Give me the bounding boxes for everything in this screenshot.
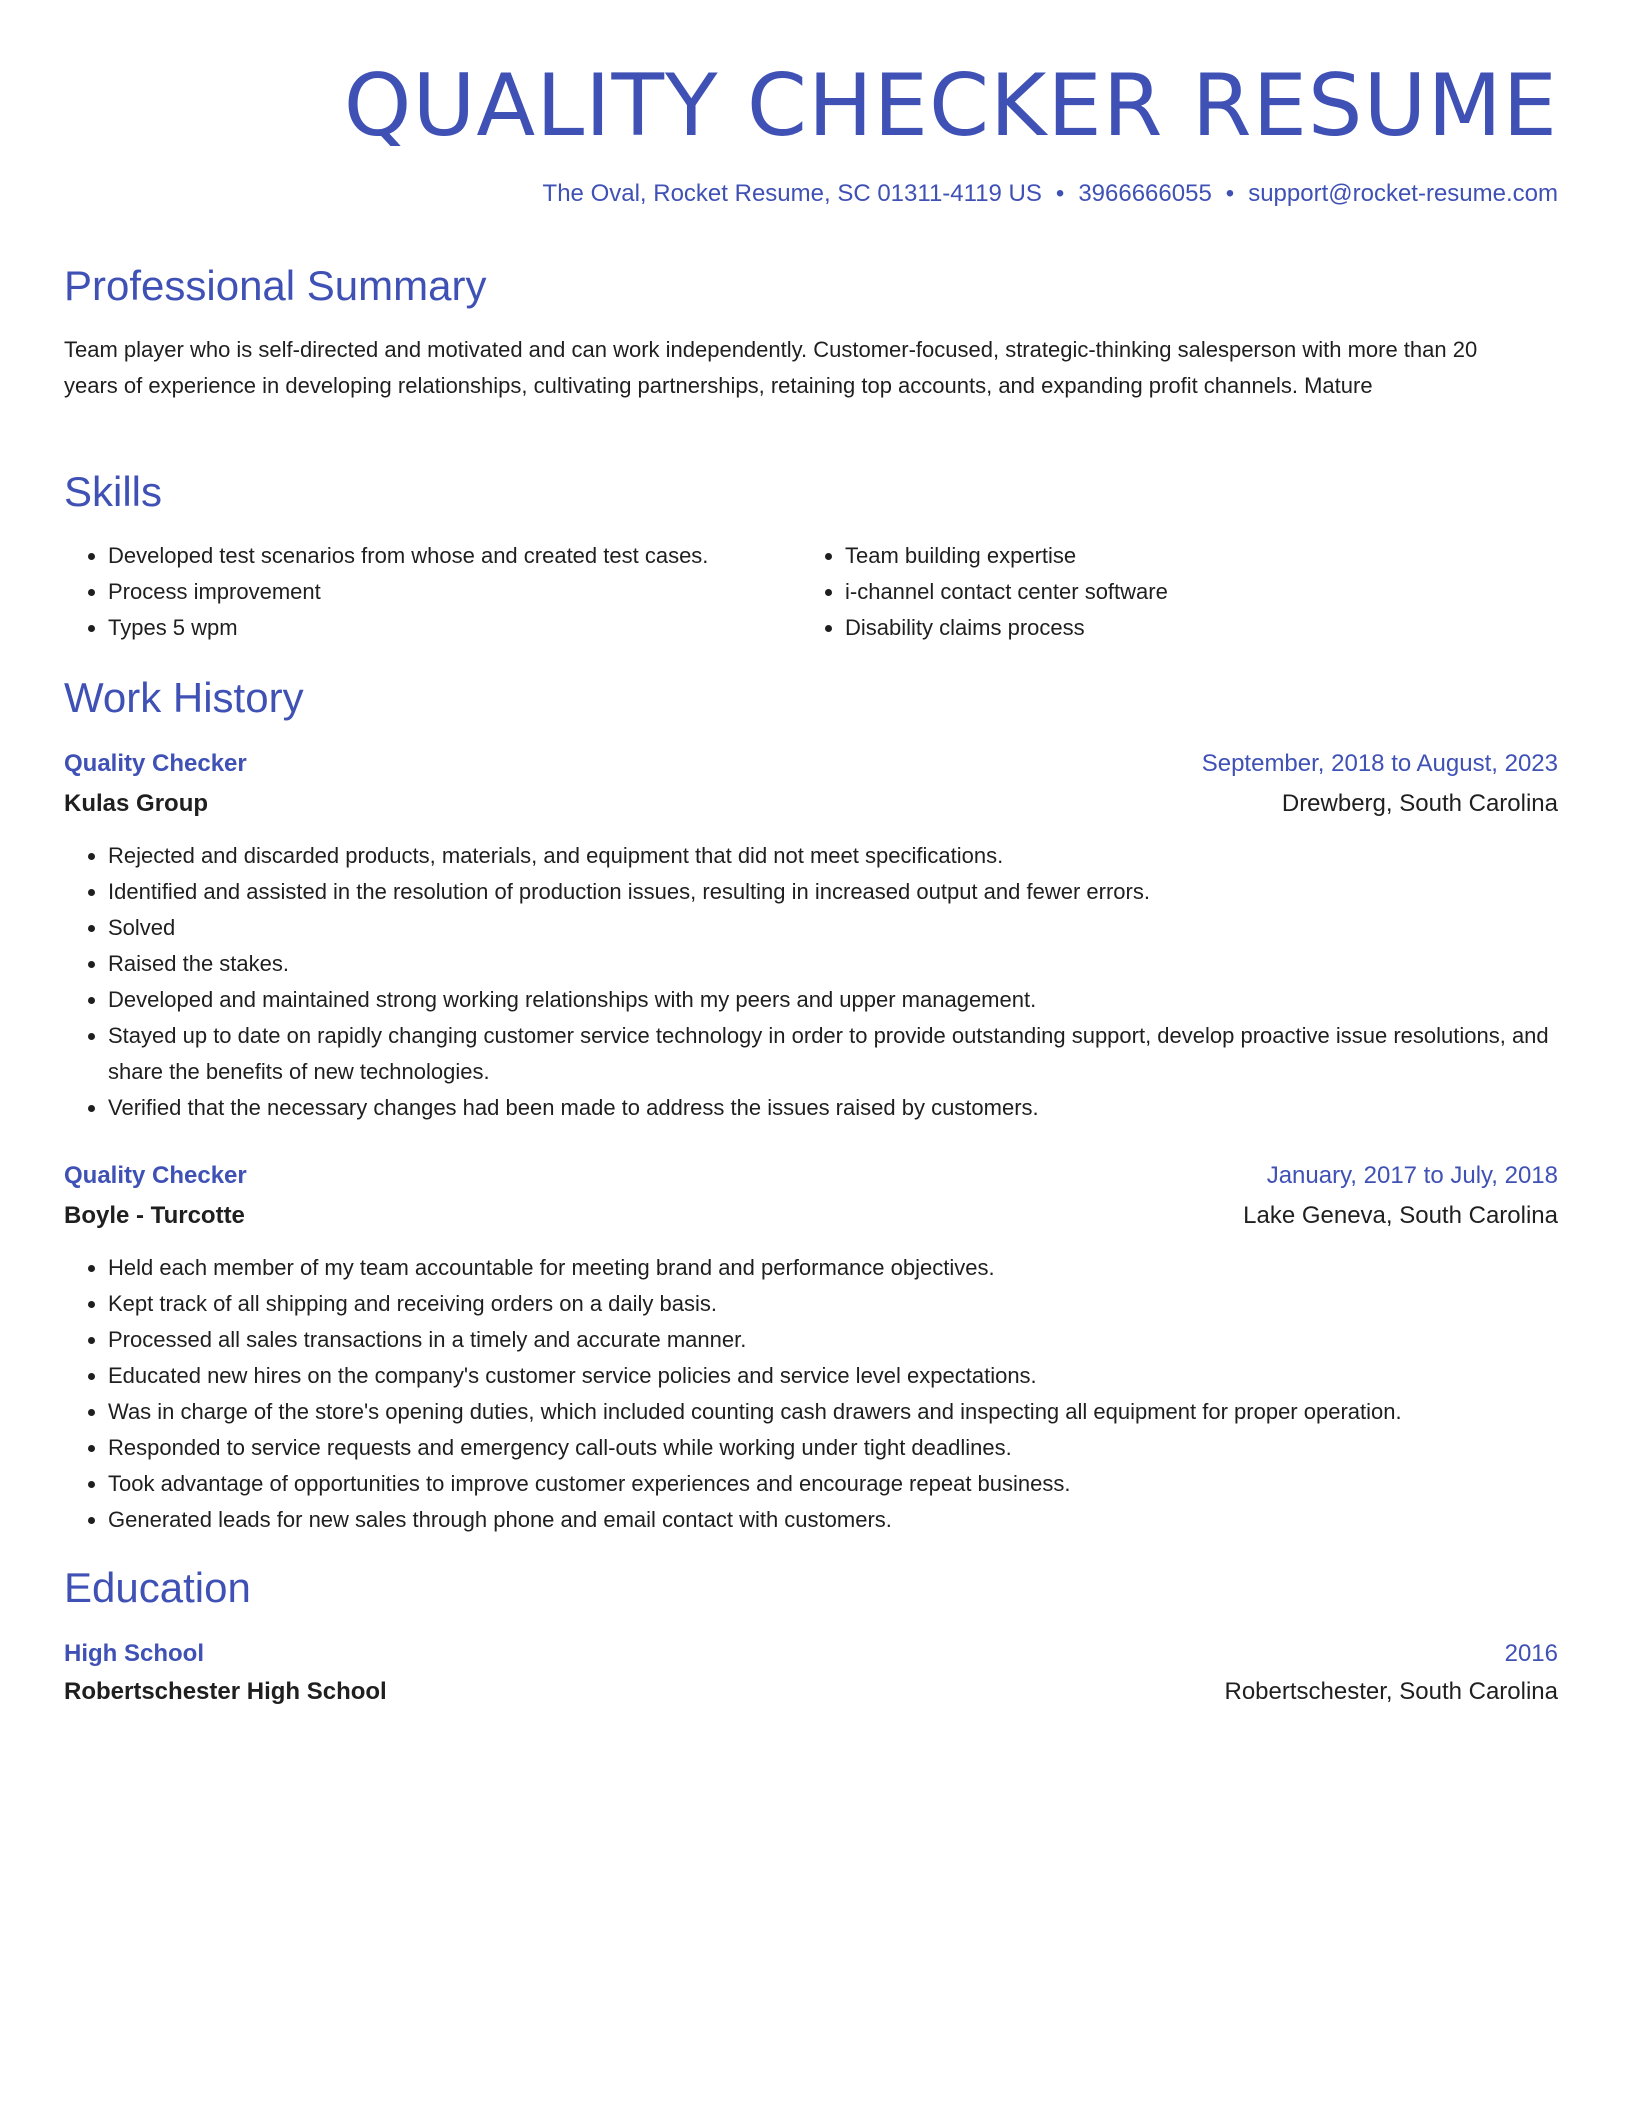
education-degree: High School [64,1640,204,1667]
skill-item: • i-channel contact center software [845,574,1521,610]
job-bullet: • Took advantage of opportunities to improve customer experiences and encourage repeat business. [108,1466,1558,1502]
job-role: Quality Checker [64,750,247,777]
job-company-row [64,786,1558,822]
contact-phone: 3966666055 [1078,180,1212,207]
skill-item: • Disability claims process [845,610,1521,646]
resume-title: QUALITY CHECKER RESUME [343,56,1558,156]
job-bullet: • Developed and maintained strong working relationships with my peers and upper management. [108,982,1558,1018]
job-bullet: • Held each member of my team accountable for meeting brand and performance objectives. [108,1250,1558,1286]
job-bullet: • Educated new hires on the company's customer service policies and service level expectations. [108,1358,1558,1394]
education-header-row [64,1636,1558,1672]
work-history-heading: Work History [64,674,304,721]
skill-item: • Process improvement [108,574,784,610]
job-bullet: • Raised the stakes. [108,946,1558,982]
job-bullet: • Solved [108,910,1558,946]
contact-address: The Oval, Rocket Resume, SC 01311-4119 US [542,180,1042,207]
skills-heading: Skills [64,468,163,515]
job-bullet: • Stayed up to date on rapidly changing customer service technology in order to provide outstanding support, develop proactive issue resolutions, and share the benefits of new technologies. [108,1018,1558,1090]
contact-line [543,178,1558,210]
summary-heading: Professional Summary [64,262,487,309]
contact-separator: • [1225,180,1235,207]
contact-email[interactable]: support@rocket-resume.com [1248,180,1558,207]
job-bullet: • Generated leads for new sales through phone and email contact with customers. [108,1502,1558,1538]
job-dates: January, 2017 to July, 2018 [1266,1162,1558,1189]
job-bullet: • Verified that the necessary changes had been made to address the issues raised by customers. [108,1090,1558,1126]
skills-column-right [801,538,1521,646]
job-location: Lake Geneva, South Carolina [1243,1202,1558,1229]
job-company: Kulas Group [64,790,209,817]
job-role: Quality Checker [64,1162,247,1189]
education-heading: Education [64,1564,251,1611]
job-header-row [64,1158,1558,1194]
job-bullet: • Was in charge of the store's opening duties, which included counting cash drawers and inspecting all equipment for proper operation. [108,1394,1558,1430]
job-company-row [64,1198,1558,1234]
job-location: Drewberg, South Carolina [1281,790,1558,817]
education-school-row [64,1674,1558,1710]
education-school: Robertschester High School [64,1678,387,1705]
job-bullet: • Responded to service requests and emergency call-outs while working under tight deadlines. [108,1430,1558,1466]
summary-text: Team player who is self-directed and motivated and can work independently. Customer-focused, strategic-thinking salesperson with more than 20 years of experience in developing relationships, cultivating partnerships, retaining top accounts, and expanding profit channels. Mature [64,337,1478,398]
job-header-row [64,746,1558,782]
job-bullet: • Processed all sales transactions in a timely and accurate manner. [108,1322,1558,1358]
job-bullet: • Identified and assisted in the resolution of production issues, resulting in increased output and fewer errors. [108,874,1558,910]
skills-column-left [64,538,784,646]
job-bullet: • Kept track of all shipping and receiving orders on a daily basis. [108,1286,1558,1322]
job-bullet: • Rejected and discarded products, materials, and equipment that did not meet specifications. [108,838,1558,874]
job-company: Boyle - Turcotte [64,1202,245,1229]
job-dates: September, 2018 to August, 2023 [1201,750,1558,777]
education-location: Robertschester, South Carolina [1224,1678,1558,1705]
education-year: 2016 [1504,1640,1558,1667]
skill-item: • Developed test scenarios from whose and created test cases. [108,538,784,574]
job-bullet-list [64,1250,1558,1538]
skill-item: • Types 5 wpm [108,610,784,646]
job-bullet-list [64,838,1558,1126]
skill-item: • Team building expertise [845,538,1521,574]
contact-separator: • [1055,180,1065,207]
